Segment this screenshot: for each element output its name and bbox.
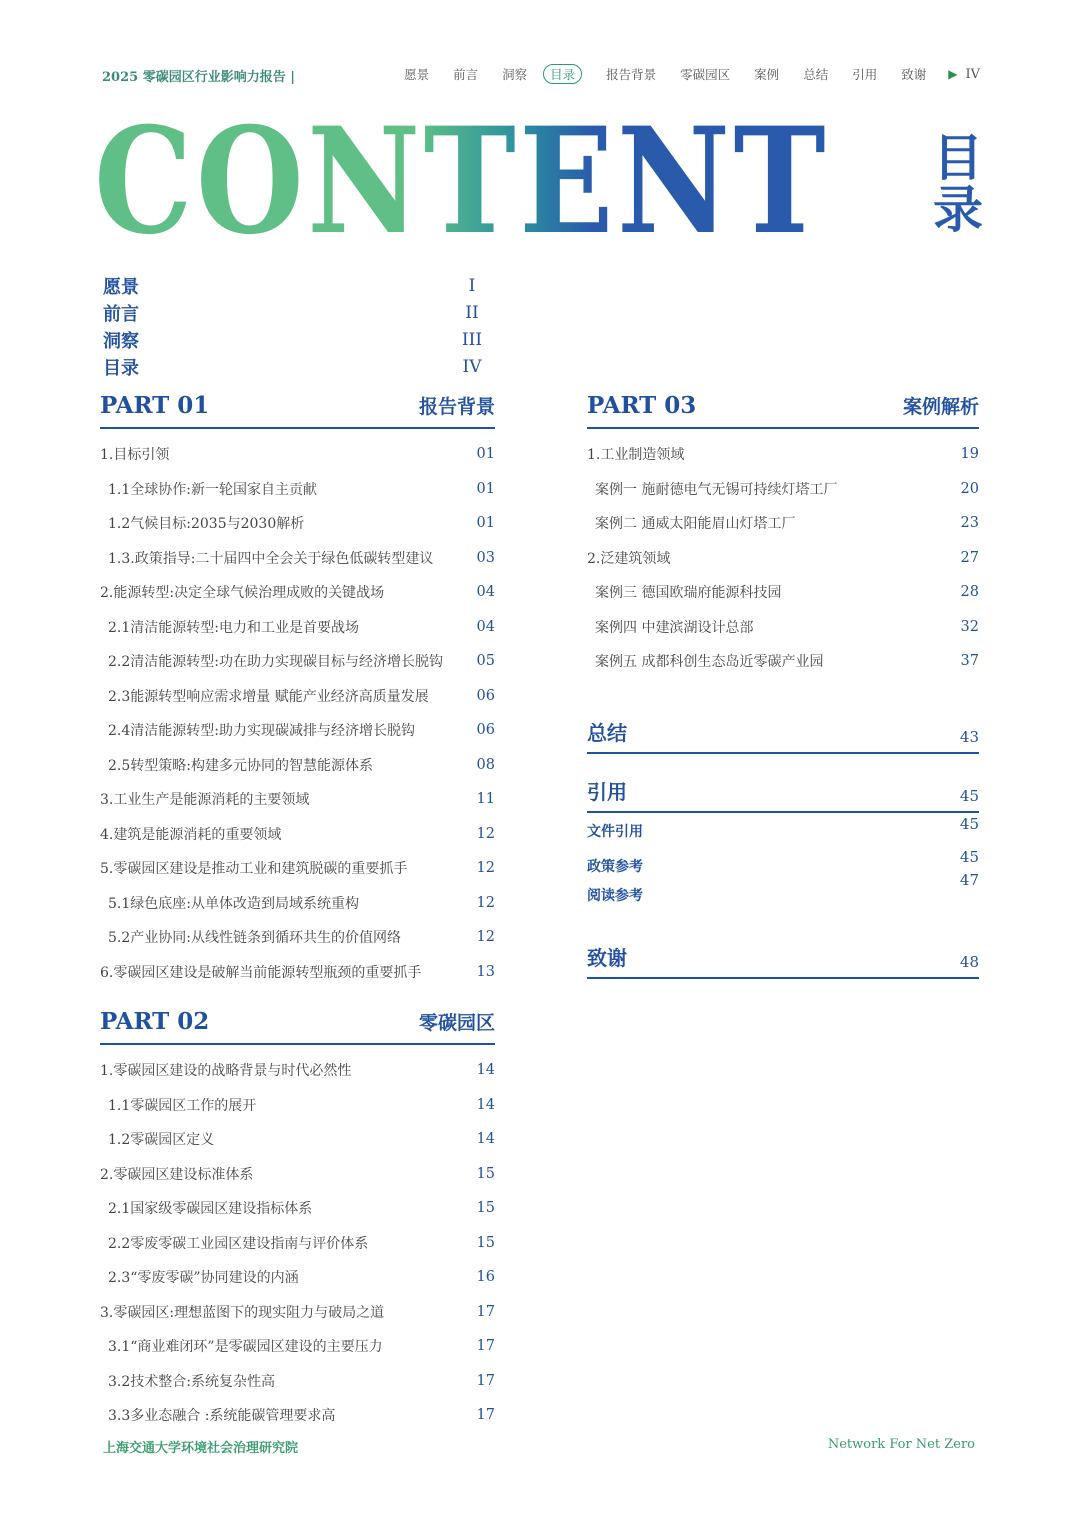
part-02-header [100,1008,495,1045]
toc-row-page: 04 [476,584,495,601]
toc-row-page: 14 [476,1131,495,1148]
toc-row-title: 2.泛建筑领域 [587,550,671,567]
toc-row-title: 5.1绿色底座:从单体改造到局域系统重构 [108,895,359,912]
toc-row-title: 2.能源转型:决定全球气候治理成败的关键战场 [100,585,385,602]
nav-item-insight[interactable]: 洞察 [502,67,528,82]
footer-slogan: Network For Net Zero [827,1437,975,1452]
toc-row[interactable] [100,1295,495,1330]
toc-row-page: 15 [476,1200,495,1217]
front-matter-list [103,272,493,380]
report-title: 2025 零碳园区行业影响力报告 | [102,70,295,85]
toc-row[interactable] [587,610,979,645]
toc-row-page: 14 [476,1062,495,1079]
toc-row[interactable] [100,1260,495,1295]
cn-title-char-1: 目 [933,128,983,187]
toc-row-page: 15 [476,1234,495,1251]
toc-row-page: 13 [476,963,495,980]
toc-row-title: 1.2零碳园区定义 [108,1132,215,1149]
footer-institution: 上海交通大学环境社会治理研究院 [103,1441,299,1456]
summary-section[interactable]: 总结 43 [587,717,979,754]
toc-row-page: 14 [476,1096,495,1113]
toc-row-title: 1.3.政策指导:二十届四中全会关于绿色低碳转型建议 [108,550,434,567]
toc-row-title: 案例五 成都科创生态岛近零碳产业园 [595,654,824,671]
part-03-header [587,392,979,429]
toc-row[interactable] [100,1364,495,1399]
toc-row[interactable] [100,920,495,955]
part-01-header [100,392,495,429]
toc-row[interactable] [587,506,979,541]
toc-row[interactable] [100,748,495,783]
toc-row-title: 案例四 中建滨湖设计总部 [595,619,754,636]
toc-row[interactable] [587,575,979,610]
toc-row[interactable] [100,1053,495,1088]
toc-row-title: 3.零碳园区:理想蓝图下的现实阻力与破局之道 [100,1304,385,1321]
toc-row-page: 06 [476,722,495,739]
toc-row-title: 2.1国家级零碳园区建设指标体系 [108,1201,313,1218]
toc-row-page: 23 [960,515,979,532]
toc-row[interactable] [587,541,979,576]
toc-row-page: 03 [476,549,495,566]
toc-row[interactable] [587,437,979,472]
content-title-text: CONTENT [94,104,829,244]
front-matter-item[interactable]: 前言 II [103,302,479,325]
toc-row-title: 3.2技术整合:系统复杂性高 [108,1373,275,1390]
toc-row-page: 01 [476,515,495,532]
toc-row-title: 2.2零废零碳工业园区建设指南与评价体系 [108,1235,369,1252]
page-number: IV [965,66,980,82]
toc-row-page: 17 [476,1372,495,1389]
nav-item-preface[interactable]: 前言 [453,67,479,82]
part-label: PART 01 [100,392,210,419]
citation-item[interactable]: 阅读参考 47 [587,870,979,904]
citation-item[interactable]: 政策参考 45 [587,847,979,875]
toc-row[interactable] [587,644,979,679]
nav-item-background[interactable]: 报告背景 [606,67,657,82]
toc-row-title: 1.零碳园区建设的战略背景与时代必然性 [100,1063,352,1080]
citation-section[interactable]: 引用 45 [587,776,979,813]
toc-row-title: 1.1全球协作:新一轮国家自主贡献 [108,481,317,498]
nav-item-zero-carbon-park[interactable]: 零碳园区 [680,67,731,82]
toc-row-title: 2.3“零废零碳”协同建设的内涵 [108,1270,299,1287]
toc-row[interactable] [100,1329,495,1364]
part-01-section [100,392,495,989]
toc-row-page: 19 [960,446,979,463]
toc-row[interactable] [100,679,495,714]
toc-row[interactable] [100,1157,495,1192]
toc-list [100,437,495,989]
content-title [94,104,834,244]
front-matter-item[interactable]: 愿景 I [103,275,476,298]
toc-row[interactable] [100,644,495,679]
toc-row-title: 2.零碳园区建设标准体系 [100,1166,254,1183]
toc-row[interactable] [587,472,979,507]
front-matter-item[interactable]: 洞察 III [103,329,483,352]
toc-row-title: 1.2气候目标:2035与2030解析 [108,516,305,533]
nav-item-vision[interactable]: 愿景 [404,67,430,82]
toc-row[interactable] [100,506,495,541]
toc-row-page: 01 [476,480,495,497]
toc-row[interactable] [100,472,495,507]
toc-row-page: 12 [476,860,495,877]
toc-row-title: 1.目标引领 [100,447,170,464]
cn-title [928,128,988,239]
toc-row-title: 2.2清洁能源转型:功在助力实现碳目标与经济增长脱钩 [108,654,443,671]
toc-row[interactable] [100,437,495,472]
toc-row[interactable] [100,1191,495,1226]
toc-row-title: 案例三 德国欧瑞府能源科技园 [595,585,782,602]
nav-item-contents[interactable]: 目录 [543,64,582,84]
toc-row-page: 16 [476,1269,495,1286]
toc-row[interactable] [100,782,495,817]
toc-row-page: 37 [960,653,979,670]
toc-row[interactable] [100,541,495,576]
toc-row-page: 04 [476,618,495,635]
toc-row-title: 3.1“商业难闭环”是零碳园区建设的主要压力 [108,1339,383,1356]
nav-item-thanks[interactable]: 致谢 [901,67,927,82]
toc-row-title: 1.工业制造领域 [587,447,685,464]
toc-row-title: 5.零碳园区建设是推动工业和建筑脱碳的重要抓手 [100,861,408,878]
toc-row-title: 2.3能源转型响应需求增量 赋能产业经济高质量发展 [108,688,429,705]
toc-row[interactable] [100,886,495,921]
toc-row-title: 5.2产业协同:从线性链条到循环共生的价值网络 [108,930,401,947]
toc-list [100,1053,495,1433]
toc-row[interactable] [100,1226,495,1261]
toc-list [587,437,979,679]
play-icon[interactable]: ▶ [948,67,958,81]
toc-row-page: 05 [476,653,495,670]
part-label: PART 02 [100,1008,210,1035]
part-02-section [100,1008,495,1433]
toc-row-page: 06 [476,687,495,704]
toc-row[interactable] [100,1122,495,1157]
toc-row-page: 17 [476,1338,495,1355]
toc-row-title: 案例一 施耐德电气无锡可持续灯塔工厂 [595,481,838,498]
top-nav [380,64,980,84]
cn-title-char-2: 录 [933,180,983,239]
toc-row-title: 1.1零碳园区工作的展开 [108,1097,257,1114]
toc-row-title: 6.零碳园区建设是破解当前能源转型瓶颈的重要抓手 [100,964,422,981]
nav-item-citation[interactable]: 引用 [852,67,878,82]
toc-row-title: 2.4清洁能源转型:助力实现碳减排与经济增长脱钩 [108,723,415,740]
citation-item[interactable]: 文件引用 45 [587,814,979,840]
toc-row-page: 20 [960,480,979,497]
toc-row-page: 11 [476,791,495,808]
nav-item-summary[interactable]: 总结 [803,67,829,82]
part-title: 零碳园区 [418,1012,495,1034]
toc-row-page: 17 [476,1407,495,1424]
toc-row-title: 3.3多业态融合 :系统能碳管理要求高 [108,1408,336,1425]
toc-row-page: 15 [476,1165,495,1182]
nav-item-cases[interactable]: 案例 [754,67,780,82]
toc-row[interactable] [100,817,495,852]
toc-row[interactable] [100,955,495,990]
toc-row-page: 12 [476,894,495,911]
toc-row[interactable] [100,713,495,748]
toc-row-title: 案例二 通威太阳能眉山灯塔工厂 [595,516,796,533]
toc-row-title: 4.建筑是能源消耗的重要领域 [100,826,282,843]
front-matter-item[interactable]: 目录 IV [103,356,482,379]
toc-row-title: 2.5转型策略:构建多元协同的智慧能源体系 [108,757,373,774]
part-title: 报告背景 [418,396,495,418]
toc-row-page: 32 [960,618,979,635]
toc-row-title: 3.工业生产是能源消耗的主要领域 [100,792,310,809]
toc-row-page: 17 [476,1303,495,1320]
toc-row[interactable] [100,1088,495,1123]
toc-row[interactable] [100,851,495,886]
toc-row-page: 08 [476,756,495,773]
part-title: 案例解析 [902,396,979,418]
toc-row[interactable] [100,1398,495,1433]
toc-row[interactable] [100,575,495,610]
toc-row[interactable] [100,610,495,645]
toc-row-page: 01 [476,446,495,463]
toc-row-title: 2.1清洁能源转型:电力和工业是首要战场 [108,619,359,636]
toc-row-page: 12 [476,825,495,842]
toc-row-page: 12 [476,929,495,946]
toc-row-page: 27 [960,549,979,566]
part-label: PART 03 [587,392,697,419]
toc-row-page: 28 [960,584,979,601]
part-03-section [587,392,979,979]
thanks-section[interactable]: 致谢 48 [587,942,979,979]
